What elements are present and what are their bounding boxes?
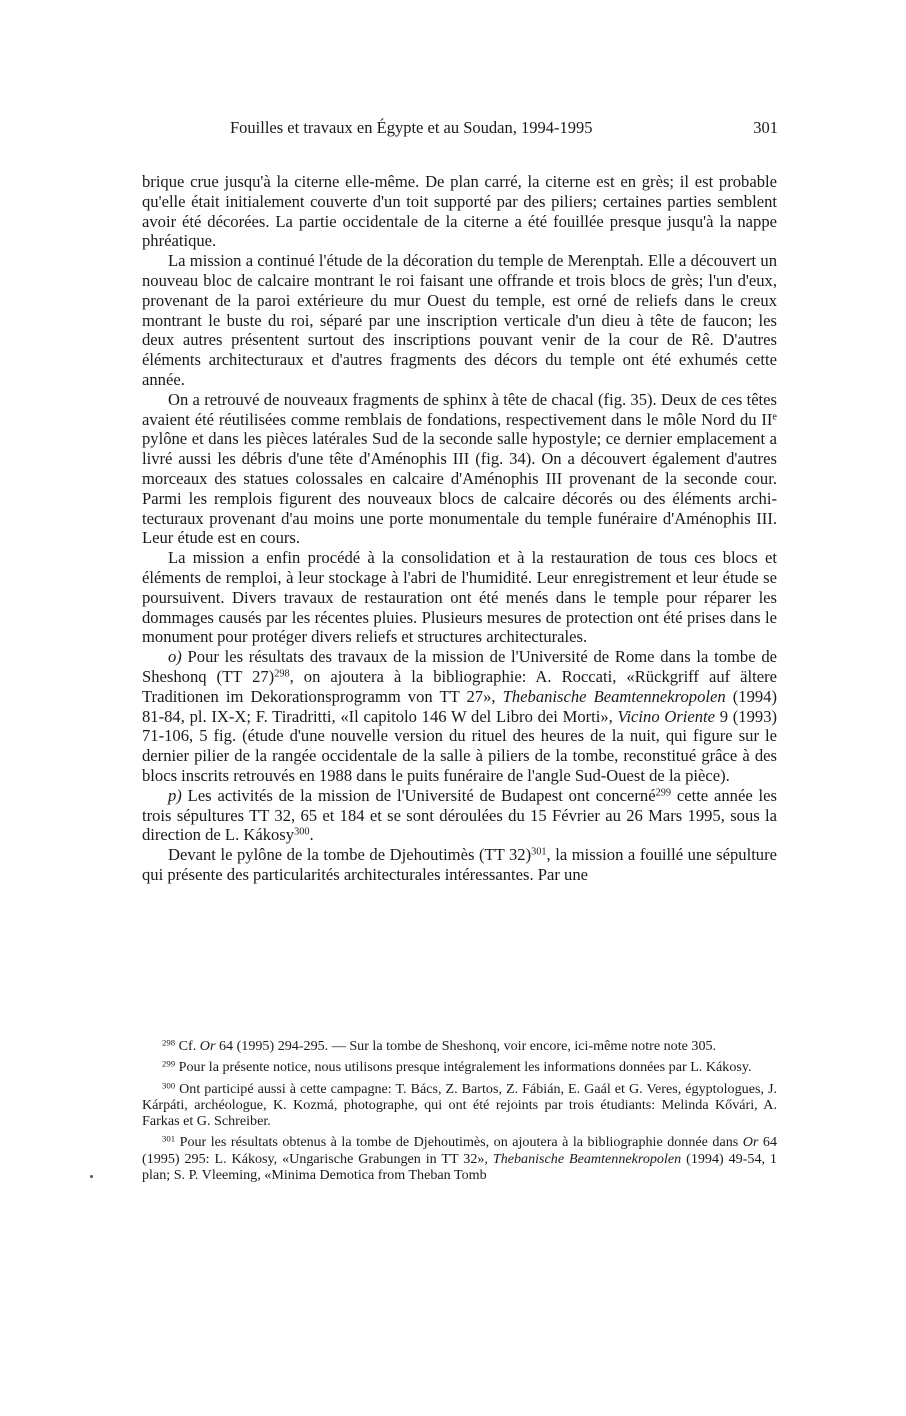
paragraph-3-text-a: On a retrouvé de nouveaux fragments de sphinx à tête de chacal (fig. 35). Deux de ces têtes avaient été réutilisées comme remblais de fondations, respectivement dans le môle Nord du II [142, 389, 777, 429]
paragraph-7-text-b: , la mission a fouillé une sépulture qui présente des particularités architecturales intéressantes. Par une [142, 845, 777, 884]
running-title: Fouilles et travaux en Égypte et au Soudan, 1994-1995 [230, 118, 593, 137]
paragraph-5-text-b: , on ajoutera à la bibliographie: A. Roccati, «Rückgriff auf ältere Traditionen im Dekorationsprogramm von TT 27», [142, 666, 777, 706]
footnote-number: 300 [162, 1080, 176, 1091]
footnote [142, 1038, 777, 1054]
footnote-ref-301[interactable]: 301 [531, 846, 547, 858]
page-number: 301 [753, 118, 778, 137]
footnote-text: 64 (1995) 294-295. — Sur la tombe de Sheshonq, voir encore, ici-même notre note 305. [215, 1038, 717, 1054]
main-text [142, 172, 777, 885]
paragraph-3 [142, 390, 777, 548]
journal-title-italic: Thebanische Beamtennekropolen [492, 1150, 682, 1167]
footnote-number: 299 [162, 1058, 176, 1069]
footnote-number: 301 [162, 1134, 176, 1145]
paragraph-3-text-b: pylône et dans les pièces latérales Sud de la seconde salle hypostyle; ce dernier emplacement a livré aussi les débris d'une tête d'Aménophis III (fig. 34). On a découvert également d'autres morceaux des statues colossales en calcaire d'Aménophis III provenant de la seconde cour. Parmi les remplois figurent des nouveaux blocs de calcaire décorés ou des éléments architecturaux provenant d'au moins une porte monumentale du temple funéraire d'Aménophis III. Leur étude est en cours. [142, 429, 777, 548]
footnote-ref-300[interactable]: 300 [294, 826, 310, 838]
journal-title-italic: Thebanische Beamtennekropolen [502, 686, 726, 706]
paragraph-6 [142, 786, 777, 845]
footnote-text: Ont participé aussi à cette campagne: T. Bács, Z. Bartos, Z. Fábián, E. Gaál et G. Veres, égyptologues, J. Kárpáti, archéologue, K. Kozmá, photographe, qui ont été rejoints par trois étudiants: Melinda Kővári, A. Farkas et G. Schreiber. [142, 1080, 777, 1130]
margin-dot [90, 1175, 93, 1178]
paragraph-6-text-a: Les activités de la mission de l'Université de Budapest ont concerné [181, 785, 656, 805]
footnote-text: (1994) 49-54, 1 plan; S. P. Vleeming, «Minima Demotica from Theban Tomb [142, 1150, 777, 1184]
footnote-text: Pour la présente notice, nous utilisons presque intégralement les informations données par L. Kákosy. [178, 1059, 752, 1076]
footnote [142, 1059, 777, 1075]
paragraph-5-text-c: (1994) 81-84, pl. IX-X; F. Tiradritti, «Il capitolo 146 W del Libro dei Morti», [142, 686, 777, 726]
paragraph-4: La mission a enfin procédé à la consolidation et à la restauration de tous ces blocs et éléments de remploi, à leur stockage à l'abri de l'humidité. Leur enregistrement et leur étude se poursuivent. Divers travaux de restauration ont été menés dans le temple pour réparer les dommages causés par les récentes pluies. Plusieurs mesures de protection ont été prises dans le monument pour protéger divers reliefs et structures architecturales. [142, 548, 777, 647]
paragraph-7 [142, 845, 777, 885]
paragraph-5-text-d: 9 (1993) 71-106, 5 fig. (étude d'une nouvelle version du rituel des heures de la nuit, qui figure sur le dernier pilier de la rangée occidentale de la salle à piliers de la tombe, reconstitué grâce à des blocs inscrits retrouvés en 1988 dans le puits funéraire de l'angle Sud-Ouest de la pièce). [142, 706, 778, 785]
paragraph-6-text-c: . [309, 825, 314, 845]
footnote-text: 64 (1995) 295: L. Kákosy, «Ungarische Grabungen in TT 32», [142, 1134, 777, 1167]
footnotes [142, 1038, 777, 1188]
paragraph-5 [142, 647, 777, 786]
footnote-ref-298[interactable]: 298 [274, 668, 290, 680]
footnote [142, 1134, 777, 1183]
footnote-text: Pour les résultats obtenus à la tombe de Djehoutimès, on ajoutera à la bibliographie donnée dans [179, 1134, 743, 1151]
journal-abbrev-italic: Or [742, 1134, 759, 1151]
footnote [142, 1081, 777, 1130]
footnote-ref-299[interactable]: 299 [655, 787, 671, 799]
paragraph-2: La mission a continué l'étude de la décoration du temple de Merenptah. Elle a découvert un nouveau bloc de calcaire montrant le roi faisant une offrande et trois blocs de grès; l'un d'eux, provenant de la paroi extérieure du mur Ouest du temple, est orné de reliefs dans le creux montrant le buste du roi, séparé par une inscription verticale d'un dieu à tête de faucon; les deux autres présentent surtout des inscriptions pouvant venir de la cour de Rê. D'autres éléments architecturaux et d'autres fragments des décors du temple ont été exhumés cette année. [142, 251, 777, 389]
ordinal-superscript: e [772, 410, 777, 422]
section-letter-o: o) [168, 647, 182, 667]
footnote-number: 298 [162, 1037, 176, 1048]
paragraph-1: brique crue jusqu'à la citerne elle-même. De plan carré, la citerne est en grès; il est probable qu'elle était initialement couverte d'un toit supporté par des piliers; certaines parties semblent avoir été décorées. La partie occidentale de la citerne a été fouillée presque jusqu'à la nappe phréatique. [142, 172, 777, 251]
footnote-text: Cf. [178, 1038, 200, 1054]
paragraph-7-text-a: Devant le pylône de la tombe de Djehoutimès (TT 32) [168, 845, 532, 865]
journal-title-italic: Vicino Oriente [617, 706, 716, 726]
journal-abbrev-italic: Or [199, 1038, 216, 1054]
paragraph-6-text-b: cette année les trois sépultures TT 32, 65 et 184 et se sont déroulées du 15 Février au 26 Mars 1995, sous la direction de L. Kákosy [142, 785, 777, 845]
paragraph-5-text-a: Pour les résultats des travaux de la mission de l'Université de Rome dans la tombe de Sheshonq (TT 27) [142, 647, 777, 686]
section-letter-p: p) [168, 785, 182, 805]
